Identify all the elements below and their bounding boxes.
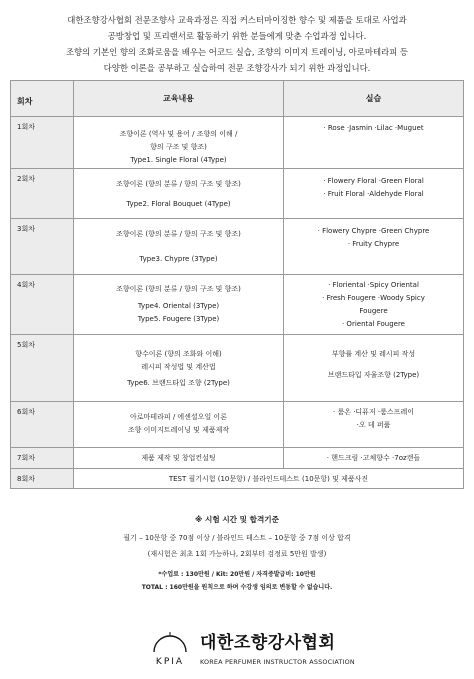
- fee-info: [10, 568, 464, 594]
- table-row: [11, 275, 464, 335]
- intro-line: 공방창업 및 프리랜서로 활동하기 위한 분들에게 맞춘 수업과정 입니다.: [107, 31, 367, 41]
- notice-line: (재시험은 최초 1회 가능하나, 2회부터 검정료 5만원 발생): [147, 550, 327, 558]
- content-line: Type4. Oriental (3Type): [137, 302, 220, 310]
- content-cell: [74, 335, 284, 402]
- table-row: [11, 402, 464, 448]
- logo-mark-text: KPIA: [155, 657, 185, 667]
- content-line: Type3. Chypre (3Type): [139, 255, 218, 263]
- session-cell: 2회차: [11, 169, 74, 219]
- practice-cell: [284, 335, 464, 402]
- table-row: [11, 448, 464, 469]
- session-cell: 4회차: [11, 275, 74, 335]
- intro-line: 다양한 이론을 공부하고 실습하여 전문 조향강사가 되기 위한 과정입니다.: [103, 63, 371, 73]
- practice-cell: [284, 402, 464, 448]
- header-session: 회차: [11, 81, 74, 117]
- content-line: Type5. Fougere (3Type): [137, 315, 220, 323]
- practice-line: · Oriental Fougere: [341, 320, 405, 328]
- session-cell: 1회차: [11, 117, 74, 169]
- fee-total-line: TOTAL : 160만원을 원칙으로 하며 수강생 임의로 변동할 수 없습니다.: [141, 584, 333, 591]
- notice-line: 필기 – 10문항 중 70점 이상 / 블라인드 테스트 – 10문항 중 7점 이상 합격: [123, 534, 351, 542]
- practice-gap: [285, 361, 462, 369]
- content-cell: [74, 169, 284, 219]
- content-line: 아로마테라피 / 에센셜오일 이론: [130, 413, 227, 421]
- notice-title: ※ 시험 시간 및 합격기준: [195, 515, 279, 524]
- content-line: Type1. Single Floral (4Type): [130, 156, 227, 164]
- practice-line: · Fruity Chypre: [347, 240, 400, 248]
- content-cell: [74, 219, 284, 275]
- content-line: Type2. Floral Bouquet (4Type): [126, 200, 231, 208]
- association-logo: [145, 628, 375, 670]
- content-line: 조향이론 (향의 분류 / 향의 구조 및 향조): [116, 180, 241, 188]
- content-line: 조향이론 (역사 및 용어 / 조향의 이해 /: [119, 130, 238, 138]
- table-row: [11, 335, 464, 402]
- practice-cell: [284, 169, 464, 219]
- practice-line: Fougere: [359, 307, 388, 315]
- table-row: [11, 169, 464, 219]
- session-cell: 5회차: [11, 335, 74, 402]
- intro-line: 조향의 기본인 향의 조화로움을 배우는 어코드 실습, 조향의 이미지 트레이닝, 아로마테라피 등: [65, 47, 409, 57]
- table-row: [11, 117, 464, 169]
- content-line: 제품 제작 및 창업컨설팅: [141, 453, 216, 462]
- session-cell: 8회차: [11, 469, 74, 489]
- practice-cell: [284, 219, 464, 275]
- practice-cell: [284, 448, 464, 469]
- session-cell: 3회차: [11, 219, 74, 275]
- table-row: [11, 219, 464, 275]
- content-gap: [75, 241, 282, 253]
- content-line: 조향 이미지트레이닝 및 제품제작: [127, 426, 230, 434]
- practice-line: · Fresh Fougere ·Woody Spicy: [322, 294, 425, 302]
- practice-line: · Flowery Chypre ·Green Chypre: [317, 227, 430, 235]
- intro-line: 대한조향강사협회 전문조향사 교육과정은 직접 커스터마이징한 향수 및 제품을 토대로 사업과: [67, 15, 407, 25]
- content-line: 향수이론 (향의 조화와 이해): [135, 350, 222, 358]
- content-cell: [74, 117, 284, 169]
- practice-cell: [284, 117, 464, 169]
- practice-line: · 핸드크림 ·고체향수 ·7oz캔들: [326, 453, 421, 462]
- header-content: 교육내용: [74, 81, 284, 117]
- practice-cell: [284, 275, 464, 335]
- test-cell: TEST 필기시험 (10문항) / 블라인드테스트 (10문항) 및 제품사진: [74, 469, 464, 489]
- fee-line: *수업료 : 130만원 / Kit: 20만원 / 자격증발급비: 10만원: [158, 571, 316, 578]
- practice-line: · 룸온 ·디퓨저 ·룸스프레이: [333, 408, 414, 416]
- content-line: 향의 구조 및 향조): [150, 143, 207, 151]
- logo-english: KOREA PERFUMER INSTRUCTOR ASSOCIATION: [200, 658, 355, 666]
- content-cell: [74, 275, 284, 335]
- kpia-emblem-icon: [148, 630, 192, 668]
- content-cell: [74, 448, 284, 469]
- practice-line: ·오 데 퍼퓸: [356, 421, 391, 429]
- practice-line: 부향률 계산 및 레시피 작성: [331, 350, 416, 358]
- table-row-test: [11, 469, 464, 489]
- practice-line: · Flowery Floral ·Green Floral: [323, 177, 424, 185]
- content-cell: [74, 402, 284, 448]
- session-cell: 7회차: [11, 448, 74, 469]
- content-line: 레시피 작성법 및 계산법: [141, 363, 216, 371]
- intro-text: [10, 12, 464, 76]
- notice-body: [10, 530, 464, 562]
- content-line: 조향이론 (향의 분류 / 향의 구조 및 향조): [116, 230, 241, 238]
- table-header-row: [11, 81, 464, 117]
- curriculum-table: [10, 80, 464, 489]
- practice-line: · Floriental ·Spicy Oriental: [328, 281, 419, 289]
- logo-name: 대한조향강사협회: [200, 633, 336, 653]
- content-gap: [75, 191, 282, 198]
- practice-line: 브랜드타입 자율조향 (2Type): [327, 371, 420, 379]
- content-line: 조향이론 (향의 분류 / 향의 구조 및 향조): [116, 285, 241, 293]
- practice-line: · Fruit Floral ·Aldehyde Floral: [323, 190, 424, 198]
- content-line: Type6. 브랜드타입 조향 (2Type): [127, 379, 230, 387]
- session-cell: 6회차: [11, 402, 74, 448]
- header-practice: 실습: [284, 81, 464, 117]
- practice-line: · Rose ·Jasmin ·Lilac ·Muguet: [323, 124, 424, 132]
